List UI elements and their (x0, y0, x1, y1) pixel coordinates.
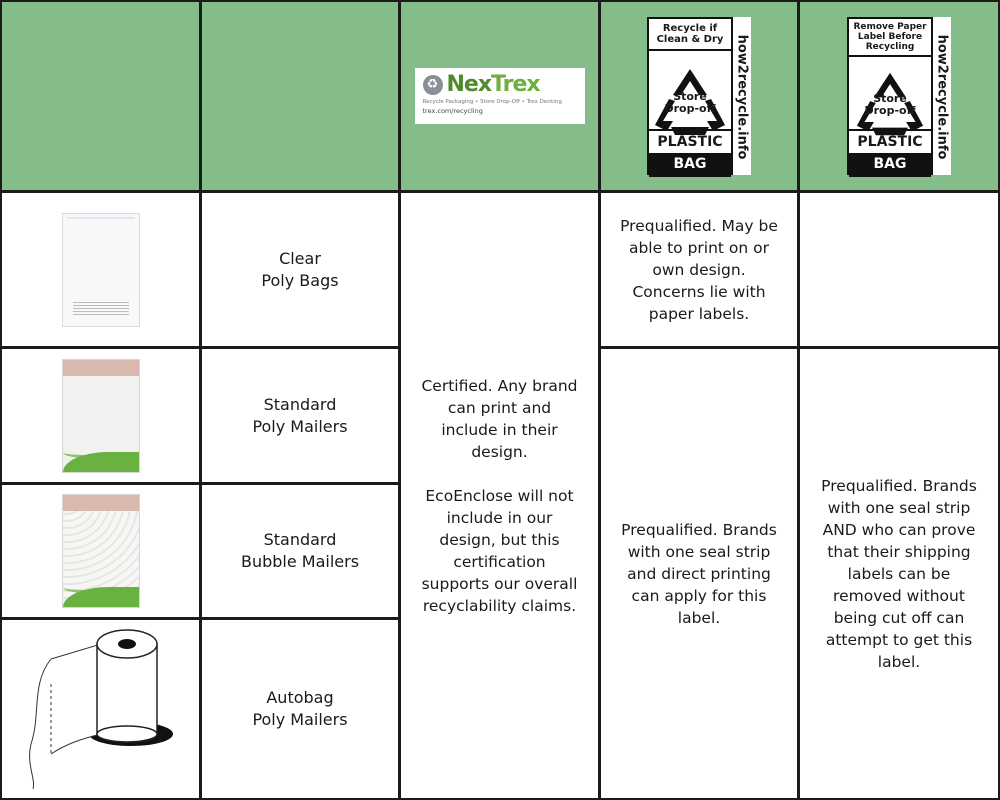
recycle-icon: ♻ (423, 75, 443, 95)
h2r-top-text: Remove Paper Label Before Recycling (849, 19, 931, 57)
product-name: Standard Poly Mailers (252, 394, 348, 436)
product-name: Autobag Poly Mailers (252, 688, 348, 729)
store-dropoff-clear-bags-note: Prequalified. May be able to print on or own design. Concerns lie with paper labels. (620, 216, 778, 323)
header-h2r-store-dropoff (601, 2, 797, 190)
h2r-recycle-symbol (649, 51, 731, 129)
header-nextrex (401, 2, 598, 190)
product-name: Standard Bubble Mailers (240, 530, 360, 571)
product-standard-bubble-mailers (202, 485, 398, 617)
remove-label-mailers-note: Prequalified. Brands with one seal strip AND who can prove that their shipping labels can be removed without being cut off can attempt to get this label. (821, 476, 977, 671)
h2r-material: PLASTIC (849, 129, 931, 153)
h2r-center-text: Store Drop-off (864, 92, 916, 117)
nextrex-note: Certified. Any brand can print and include in their design. EcoEnclose will not include in our design, but this certification supports our overall recyclability claims. (421, 376, 578, 615)
store-dropoff-mailers-note: Prequalified. Brands with one seal strip and direct printing can apply for this label. (621, 520, 777, 627)
remove-label-clear-bags-cell (800, 193, 998, 346)
product-clear-poly-bags (202, 193, 398, 346)
product-standard-poly-mailers (202, 349, 398, 482)
header-h2r-remove-label (800, 2, 998, 190)
remove-label-mailers-cell (800, 349, 998, 798)
h2r-item: BAG (849, 153, 931, 177)
h2r-material: PLASTIC (649, 129, 731, 153)
poly-mailer-image (62, 359, 140, 473)
bubble-mailer-image-cell (2, 485, 199, 617)
product-name: Clear Poly Bags (261, 248, 339, 290)
autobag-roll-image-cell (2, 620, 199, 798)
clear-poly-bag-image (62, 213, 140, 327)
nextrex-tagline: Recycle Packaging • Store Drop-Off • Trex Decking (422, 99, 562, 105)
product-autobag-poly-mailers (202, 620, 398, 798)
h2r-side-text: how2recycle.info (734, 34, 750, 160)
bubble-mailer-image (62, 494, 140, 608)
h2r-side-text: how2recycle.info (934, 34, 950, 160)
header-empty-product-col (202, 2, 398, 190)
nextrex-wordmark: NexTrex (446, 72, 540, 97)
store-dropoff-mailers-cell (601, 349, 797, 798)
nextrex-note-cell (401, 193, 598, 798)
h2r-item: BAG (649, 153, 731, 177)
h2r-store-dropoff-label (647, 17, 751, 175)
h2r-top-text: Recycle if Clean & Dry (649, 19, 731, 51)
clear-poly-bag-image-cell (2, 193, 199, 346)
h2r-center-text: Store Drop-off (664, 90, 716, 115)
nextrex-logo (415, 68, 585, 124)
h2r-remove-label-label (847, 17, 951, 175)
h2r-recycle-symbol (849, 57, 931, 129)
autobag-roll-image (11, 624, 191, 794)
poly-mailer-image-cell (2, 349, 199, 482)
store-dropoff-clear-bags-cell (601, 193, 797, 346)
nextrex-url: trex.com/recycling (422, 107, 483, 115)
header-empty-image-col (2, 2, 199, 190)
